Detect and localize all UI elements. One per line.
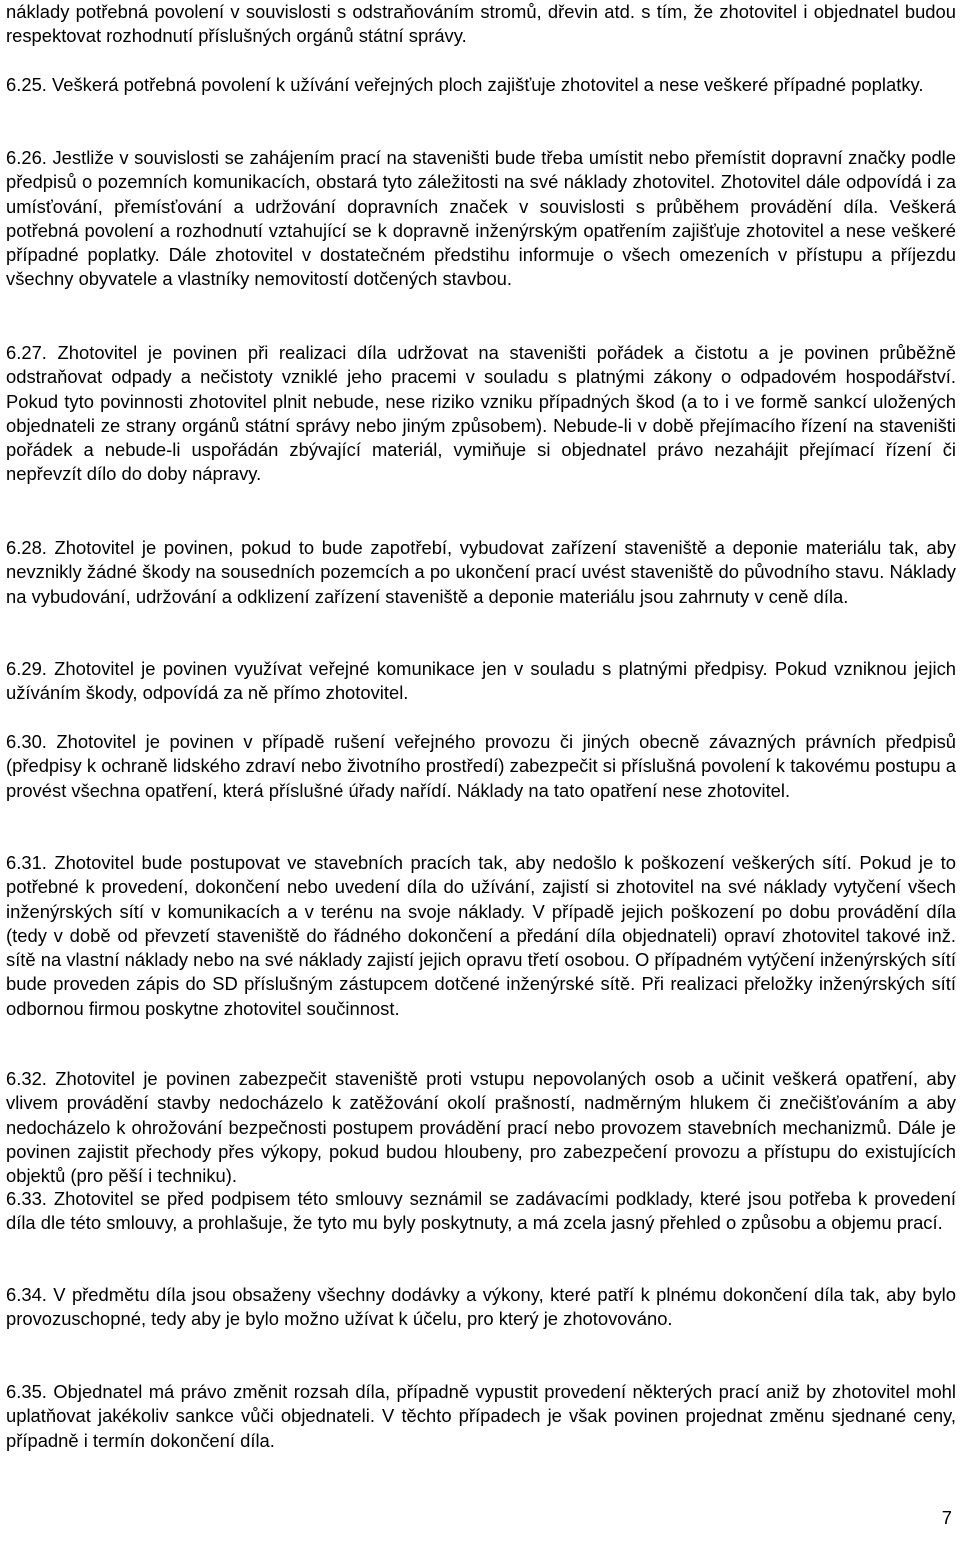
paragraph-6-31: 6.31. Zhotovitel bude postupovat ve stavebních pracích tak, aby nedošlo k poškození veškerých sítí. Pokud je to potřebné k provedení, dokončení nebo uvedení díla do užívání, zajistí si zhotovitel na své náklady vytyčení všech inženýrských sítí v komunikacích a v terénu na svoje náklady. V případě jejich poškození po dobu provádění díla (tedy v době od převzetí staveniště do řádného dokončení a předání díla objednateli) opraví zhotovitel takové inž. sítě na vlastní náklady nebo na své náklady zajistí jejich opravu třetí osobou. O případném vytýčení inženýrských sítí bude proveden zápis do SD příslušným zástupcem dotčené inženýrské sítě. Při realizaci přeložky inženýrských sítí odbornou firmou poskytne zhotovitel součinnost.	[6, 852, 956, 1019]
paragraph-6-24-continuation: náklady potřebná povolení v souvislosti s odstraňováním stromů, dřevin atd. s tím, že zhotovitel i objednatel budou respektovat rozhodnutí příslušných orgánů státní správy.	[6, 1, 956, 47]
paragraph-6-29: 6.29. Zhotovitel je povinen využívat veřejné komunikace jen v souladu s platnými předpisy. Pokud vzniknou jejich užíváním škody, odpovídá za ně přímo zhotovitel.	[6, 658, 956, 704]
paragraph-6-28: 6.28. Zhotovitel je povinen, pokud to bude zapotřebí, vybudovat zařízení staveniště a deponie materiálu tak, aby nevznikly žádné škody na sousedních pozemcích a po ukončení prací uvést staveniště do původního stavu. Náklady na vybudování, udržování a odklizení zařízení staveniště a deponie materiálu jsou zahrnuty v ceně díla.	[6, 537, 956, 607]
paragraph-6-26: 6.26. Jestliže v souvislosti se zahájením prací na staveništi bude třeba umístit nebo přemístit dopravní značky podle předpisů o pozemních komunikacích, obstará tyto záležitosti na své náklady zhotovitel. Zhotovitel dále odpovídá i za umísťování, přemísťování a udržování dopravních značek v souvislosti s průběhem provádění díla. Veškerá potřebná povolení a rozhodnutí vztahující se k dopravně inženýrským opatřením zajišťuje zhotovitel a nese veškeré případné poplatky. Dále zhotovitel v dostatečném předstihu informuje o všech omezeních v přístupu a příjezdu všechny obyvatele a vlastníky nemovitostí dotčených stavbou.	[6, 147, 956, 290]
paragraph-6-33: 6.33. Zhotovitel se před podpisem této smlouvy seznámil se zadávacími podklady, které jsou potřeba k provedení díla dle této smlouvy, a prohlašuje, že tyto mu byly poskytnuty, a má zcela jasný přehled o způsobu a objemu prací.	[6, 1188, 956, 1234]
paragraph-6-32: 6.32. Zhotovitel je povinen zabezpečit staveniště proti vstupu nepovolaných osob a učinit veškerá opatření, aby vlivem provádění stavby nedocházelo k zatěžování okolí prašností, nadměrným hlukem či znečišťováním a aby nedocházelo k ohrožování bezpečnosti postupem provádění prací nebo provozem stavebních mechanizmů. Dále je povinen zajistit přechody přes výkopy, pokud budou hloubeny, pro zabezpečení provozu a přístupu do existujících objektů (pro pěší i techniku).	[6, 1068, 956, 1187]
paragraph-6-25: 6.25. Veškerá potřebná povolení k užívání veřejných ploch zajišťuje zhotovitel a nese veškeré případné poplatky.	[6, 74, 924, 95]
paragraph-6-35: 6.35. Objednatel má právo změnit rozsah díla, případně vypustit provedení některých prací aniž by zhotovitel mohl uplatňovat jakékoliv sankce vůči objednateli. V těchto případech je však povinen projednat změnu sjednané ceny, případně i termín dokončení díla.	[6, 1381, 956, 1451]
paragraph-6-34: 6.34. V předmětu díla jsou obsaženy všechny dodávky a výkony, které patří k plnému dokončení díla tak, aby bylo provozuschopné, tedy aby je bylo možno užívat k účelu, pro který je zhotovováno.	[6, 1284, 956, 1330]
paragraph-6-27: 6.27. Zhotovitel je povinen při realizaci díla udržovat na staveništi pořádek a čistotu a je povinen průběžně odstraňovat odpady a nečistoty vzniklé jeho pracemi v souladu s platnými zákony o odpadovém hospodářství. Pokud tyto povinnosti zhotovitel plnit nebude, nese riziko vzniku případných škod (a to i ve formě sankcí uložených objednateli ze strany orgánů státní správy nebo jiným způsobem). Nebude-li v době přejímacího řízení na staveništi pořádek a nebude-li uspořádán zbývající materiál, vymiňuje si objednatel právo nezahájit přejímací řízení či nepřevzít dílo do doby nápravy.	[6, 342, 956, 485]
page-number: 7	[941, 1507, 952, 1528]
paragraph-6-30: 6.30. Zhotovitel je povinen v případě rušení veřejného provozu či jiných obecně závazných právních předpisů (předpisy k ochraně lidského zdraví nebo životního prostředí) zabezpečit si příslušná povolení k takovému postupu a provést všechna opatření, která příslušné úřady nařídí. Náklady na tato opatření nese zhotovitel.	[6, 731, 956, 801]
